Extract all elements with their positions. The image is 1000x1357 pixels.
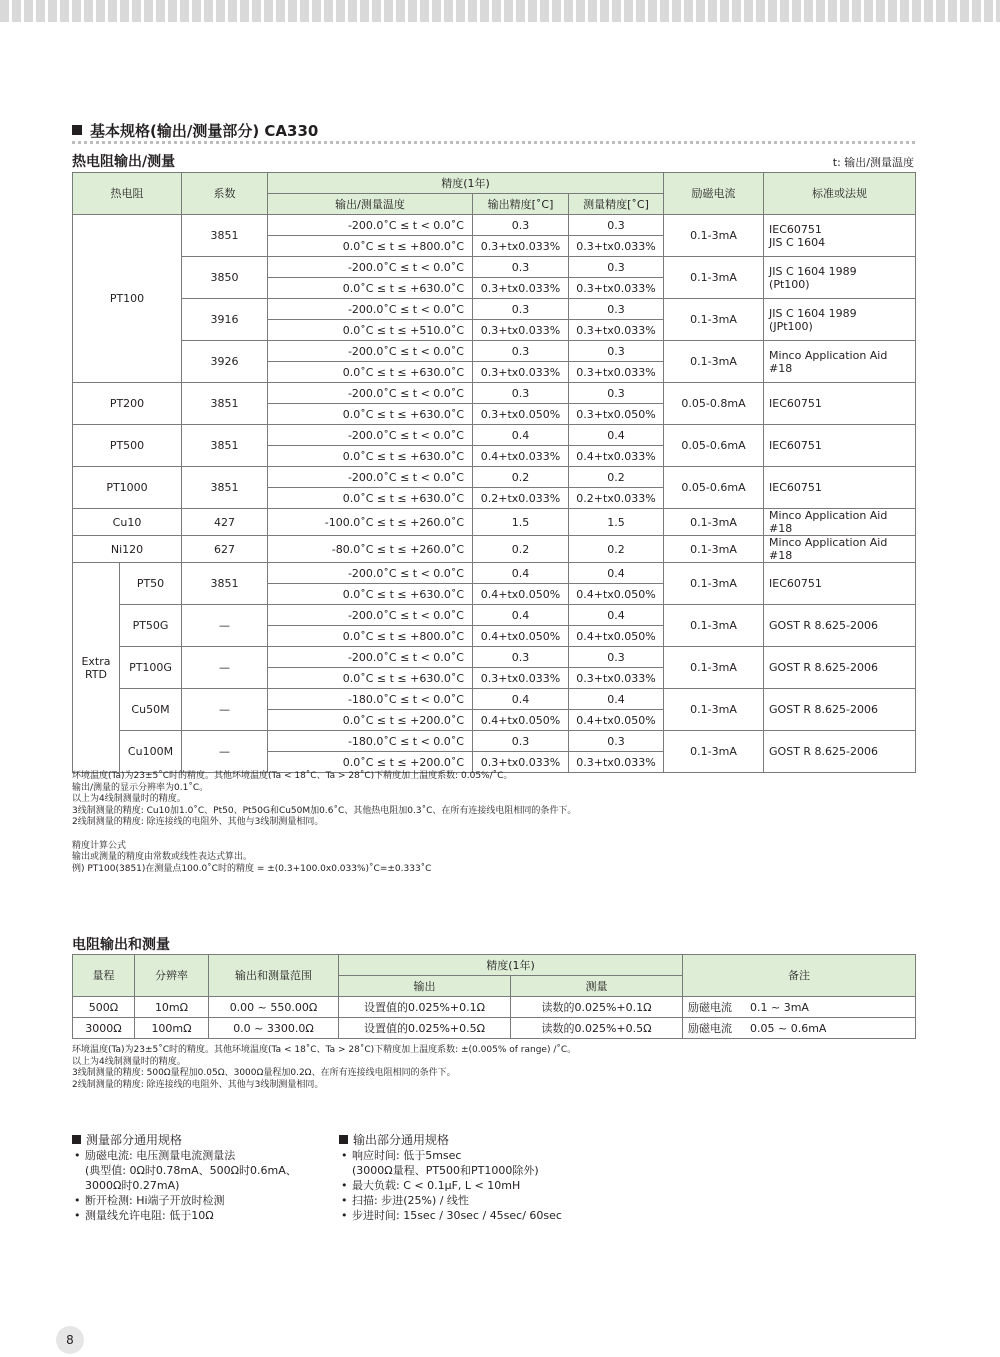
- output-accuracy: 0.3+tx0.033%: [473, 236, 569, 257]
- output-accuracy: 0.3: [473, 257, 569, 278]
- rtd-type: PT50: [120, 563, 182, 605]
- list-item: [72, 1193, 332, 1208]
- standard-line: Minco Application Aid #18: [769, 509, 888, 535]
- list-item-line: • 响应时间: 低于5msec: [352, 1149, 462, 1162]
- res-col-accuracy: 精度(1年): [339, 955, 683, 976]
- measure-accuracy: 0.3: [569, 257, 664, 278]
- coefficient: —: [182, 689, 268, 731]
- list-item-line: (典型值: 0Ω时0.78mA、500Ω时0.6mA、: [85, 1164, 297, 1177]
- res-range: 3000Ω: [73, 1018, 135, 1039]
- note-line: 精度计算公式: [72, 840, 127, 851]
- output-accuracy: 0.3: [473, 341, 569, 362]
- excitation-current: 0.1-3mA: [664, 647, 764, 689]
- output-accuracy: 0.3+tx0.033%: [473, 362, 569, 383]
- rtd-type: PT100: [73, 215, 182, 383]
- excitation-current: 0.1-3mA: [664, 341, 764, 383]
- standard-line: GOST R 8.625-2006: [769, 703, 879, 716]
- coefficient: 627: [182, 536, 268, 563]
- rtd-type: PT1000: [73, 467, 182, 509]
- measure-accuracy: 0.3+tx0.033%: [569, 752, 664, 773]
- temp-range: -200.0˚C ≤ t < 0.0˚C: [268, 257, 473, 278]
- measure-accuracy: 0.3: [569, 341, 664, 362]
- note-line: 环境温度(Ta)为23±5˚C时的精度。其他环境温度(Ta < 18˚C、Ta > 28˚C)下精度加上温度系数: ±(0.005% of range) /˚C。: [72, 1045, 577, 1055]
- temp-range: 0.0˚C ≤ t ≤ +800.0˚C: [268, 236, 473, 257]
- list-item-line: 3000Ω时0.27mA): [85, 1179, 180, 1192]
- res-resolution: 100mΩ: [135, 1018, 209, 1039]
- output-accuracy: 0.3: [473, 383, 569, 404]
- output-accuracy: 0.4+tx0.050%: [473, 584, 569, 605]
- excitation-current: 0.05-0.6mA: [664, 425, 764, 467]
- measure-accuracy: 1.5: [569, 509, 664, 536]
- coefficient: 3851: [182, 215, 268, 257]
- table-row: [73, 647, 916, 668]
- coefficient: 427: [182, 509, 268, 536]
- excitation-current: 0.1-3mA: [664, 536, 764, 563]
- standard: [764, 215, 916, 257]
- output-accuracy: 0.3+tx0.033%: [473, 752, 569, 773]
- coefficient: —: [182, 605, 268, 647]
- rtd-type: Cu50M: [120, 689, 182, 731]
- note-line: 以上为4线制测量时的精度。: [72, 794, 186, 805]
- rtd-type: Cu10: [73, 509, 182, 536]
- output-accuracy: 0.2: [473, 467, 569, 488]
- res-measure-acc: 读数的0.025%+0.1Ω: [511, 997, 683, 1018]
- excitation-current: 0.05-0.8mA: [664, 383, 764, 425]
- res-col-remark: 备注: [683, 955, 916, 997]
- excitation-current: 0.1-3mA: [664, 689, 764, 731]
- measure-accuracy: 0.3: [569, 215, 664, 236]
- measure-accuracy: 0.4+tx0.033%: [569, 446, 664, 467]
- standard-line: IEC60751: [769, 439, 822, 452]
- note-line: 输出/测量的显示分辨率为0.1˚C。: [72, 782, 209, 793]
- standard: [764, 536, 916, 563]
- output-accuracy: 0.4+tx0.050%: [473, 710, 569, 731]
- temp-range: 0.0˚C ≤ t ≤ +200.0˚C: [268, 710, 473, 731]
- section-title-text: 基本规格(输出/测量部分) CA330: [90, 122, 319, 140]
- temp-range: -200.0˚C ≤ t < 0.0˚C: [268, 467, 473, 488]
- list-item-line: • 最大负载: C < 0.1μF, L < 10mH: [352, 1179, 521, 1192]
- res-measure-acc: 读数的0.025%+0.5Ω: [511, 1018, 683, 1039]
- excitation-current: 0.1-3mA: [664, 605, 764, 647]
- measure-accuracy: 0.3+tx0.050%: [569, 404, 664, 425]
- measure-accuracy: 0.3+tx0.033%: [569, 236, 664, 257]
- temp-range: 0.0˚C ≤ t ≤ +630.0˚C: [268, 668, 473, 689]
- res-span: 0.0 ~ 3300.0Ω: [209, 1018, 339, 1039]
- standard: [764, 425, 916, 467]
- list-item-line: • 测量线允许电阻: 低于10Ω: [85, 1209, 214, 1222]
- col-coef: 系数: [182, 173, 268, 215]
- measure-accuracy: 0.4: [569, 425, 664, 446]
- table-row: [73, 1018, 916, 1039]
- standard: [764, 563, 916, 605]
- col-rtd: 热电阻: [73, 173, 182, 215]
- res-col-measure: 测量: [511, 976, 683, 997]
- measure-accuracy: 0.3: [569, 731, 664, 752]
- list-item: [339, 1178, 639, 1193]
- temp-range: 0.0˚C ≤ t ≤ +630.0˚C: [268, 278, 473, 299]
- rtd-type: Ni120: [73, 536, 182, 563]
- extra-rtd-label: Extra RTD: [73, 563, 120, 773]
- page-number: 8: [56, 1326, 84, 1354]
- coefficient: 3850: [182, 257, 268, 299]
- temp-range: -200.0˚C ≤ t < 0.0˚C: [268, 299, 473, 320]
- table-row: [73, 605, 916, 626]
- standard-line: IEC60751: [769, 577, 822, 590]
- standard: [764, 509, 916, 536]
- table-row: [73, 997, 916, 1018]
- list-item-line: • 扫描: 步进(25%) / 线性: [352, 1194, 469, 1207]
- note-line: 环境温度(Ta)为23±5˚C时的精度。其他环境温度(Ta < 18˚C、Ta > 28˚C)下精度加上温度系数: 0.05%/˚C。: [72, 771, 513, 781]
- temp-range: -200.0˚C ≤ t < 0.0˚C: [268, 341, 473, 362]
- remark-value: 0.1 ~ 3mA: [750, 1000, 809, 1014]
- coefficient: 3851: [182, 563, 268, 605]
- output-accuracy: 1.5: [473, 509, 569, 536]
- list-item: [339, 1148, 639, 1178]
- output-accuracy: 0.2+tx0.033%: [473, 488, 569, 509]
- measure-common-title-text: 测量部分通用规格: [86, 1133, 183, 1147]
- standard-line: (Pt100): [769, 277, 810, 291]
- section-title: [72, 120, 318, 141]
- temp-range: 0.0˚C ≤ t ≤ +630.0˚C: [268, 584, 473, 605]
- output-accuracy: 0.2: [473, 536, 569, 563]
- output-accuracy: 0.3+tx0.033%: [473, 278, 569, 299]
- note-line: 3线制测量的精度: 500Ω量程加0.05Ω、3000Ω量程加0.2Ω、在所有连接线电阻相同的条件下。: [72, 1068, 456, 1079]
- table-row: [73, 425, 916, 446]
- output-accuracy: 0.3: [473, 647, 569, 668]
- list-item: [72, 1208, 332, 1223]
- measure-accuracy: 0.3+tx0.033%: [569, 362, 664, 383]
- standard-line: GOST R 8.625-2006: [769, 619, 879, 632]
- standard: [764, 467, 916, 509]
- output-accuracy: 0.4+tx0.050%: [473, 626, 569, 647]
- temp-range: -200.0˚C ≤ t < 0.0˚C: [268, 215, 473, 236]
- square-bullet-icon: [72, 1135, 81, 1144]
- standard-line: JIS C 1604: [769, 235, 826, 249]
- res-col-output: 输出: [339, 976, 511, 997]
- output-common-list: [339, 1148, 639, 1223]
- table-row: [73, 467, 916, 488]
- measure-common-list: [72, 1148, 332, 1223]
- col-meas-acc: 测量精度[˚C]: [569, 194, 664, 215]
- measure-accuracy: 0.2: [569, 536, 664, 563]
- excitation-current: 0.1-3mA: [664, 509, 764, 536]
- square-bullet-icon: [72, 125, 82, 135]
- rtd-spec-table: [72, 172, 916, 773]
- res-span: 0.00 ~ 550.00Ω: [209, 997, 339, 1018]
- res-output-acc: 设置值的0.025%+0.1Ω: [339, 997, 511, 1018]
- measure-accuracy: 0.3: [569, 299, 664, 320]
- standard-line: IEC60751: [769, 481, 822, 494]
- remark-label: 励磁电流: [688, 1021, 732, 1035]
- note-line: 2线制测量的精度: 除连接线的电阻外、其他与3线制测量相同。: [72, 1079, 324, 1090]
- standard-line: GOST R 8.625-2006: [769, 661, 879, 674]
- output-accuracy: 0.3: [473, 215, 569, 236]
- res-title: 电阻输出和测量: [72, 937, 170, 953]
- temp-range: -200.0˚C ≤ t < 0.0˚C: [268, 605, 473, 626]
- excitation-current: 0.1-3mA: [664, 563, 764, 605]
- temp-range: 0.0˚C ≤ t ≤ +630.0˚C: [268, 362, 473, 383]
- excitation-current: 0.1-3mA: [664, 299, 764, 341]
- coefficient: 3851: [182, 425, 268, 467]
- output-common-title: [339, 1131, 449, 1148]
- list-item-line: • 断开检测: Hi端子开放时检测: [85, 1194, 225, 1207]
- standard-line: JIS C 1604 1989: [769, 264, 857, 278]
- list-item: [339, 1208, 639, 1223]
- output-accuracy: 0.3+tx0.033%: [473, 320, 569, 341]
- coefficient: 3926: [182, 341, 268, 383]
- measure-accuracy: 0.2+tx0.033%: [569, 488, 664, 509]
- output-accuracy: 0.4: [473, 689, 569, 710]
- coefficient: 3916: [182, 299, 268, 341]
- output-accuracy: 0.4+tx0.033%: [473, 446, 569, 467]
- temp-range: -100.0˚C ≤ t ≤ +260.0˚C: [268, 509, 473, 536]
- note-line: 3线制测量的精度: Cu10加1.0˚C、Pt50、Pt50G和Cu50M加0.6˚C、其他热电阻加0.3˚C、在所有连接线电阻相同的条件下。: [72, 805, 577, 816]
- note-line: 例) PT100(3851)在测量点100.0˚C时的精度 = ±(0.3+100.0x0.033%)˚C=±0.333˚C: [72, 863, 432, 874]
- list-item-line: • 步进时间: 15sec / 30sec / 45sec/ 60sec: [352, 1209, 562, 1222]
- temp-range: -200.0˚C ≤ t < 0.0˚C: [268, 383, 473, 404]
- temp-range: -180.0˚C ≤ t < 0.0˚C: [268, 689, 473, 710]
- output-accuracy: 0.3: [473, 299, 569, 320]
- measure-common-title: [72, 1131, 182, 1148]
- rtd-type: PT500: [73, 425, 182, 467]
- output-accuracy: 0.3+tx0.050%: [473, 404, 569, 425]
- res-remark: [683, 1018, 916, 1039]
- temp-range: 0.0˚C ≤ t ≤ +630.0˚C: [268, 488, 473, 509]
- table-row: [73, 299, 916, 320]
- res-output-acc: 设置值的0.025%+0.5Ω: [339, 1018, 511, 1039]
- table-row: [73, 563, 916, 584]
- measure-accuracy: 0.4: [569, 605, 664, 626]
- res-col-resolution: 分辨率: [135, 955, 209, 997]
- measure-accuracy: 0.3+tx0.033%: [569, 668, 664, 689]
- table-row: [73, 383, 916, 404]
- measure-accuracy: 0.3+tx0.033%: [569, 320, 664, 341]
- temp-range: 0.0˚C ≤ t ≤ +200.0˚C: [268, 752, 473, 773]
- list-item: [72, 1148, 332, 1193]
- measure-accuracy: 0.4+tx0.050%: [569, 710, 664, 731]
- measure-accuracy: 0.3: [569, 383, 664, 404]
- temp-range: -80.0˚C ≤ t ≤ +260.0˚C: [268, 536, 473, 563]
- temp-range: 0.0˚C ≤ t ≤ +630.0˚C: [268, 404, 473, 425]
- standard: [764, 257, 916, 299]
- coefficient: —: [182, 647, 268, 689]
- coefficient: 3851: [182, 467, 268, 509]
- table-row: [73, 215, 916, 236]
- list-item-line: (3000Ω量程、PT500和PT1000除外): [352, 1164, 539, 1177]
- rtd-title: 热电阻输出/测量: [72, 154, 176, 170]
- col-out-acc: 输出精度[˚C]: [473, 194, 569, 215]
- measure-accuracy: 0.4: [569, 689, 664, 710]
- rtd-notes: [72, 771, 576, 875]
- res-resolution: 10mΩ: [135, 997, 209, 1018]
- standard-line: Minco Application Aid #18: [769, 536, 888, 562]
- col-standard: 标准或法规: [764, 173, 916, 215]
- note-line: 2线制测量的精度: 除连接线的电阻外、其他与3线制测量相同。: [72, 817, 324, 828]
- square-bullet-icon: [339, 1135, 348, 1144]
- temp-range: 0.0˚C ≤ t ≤ +630.0˚C: [268, 446, 473, 467]
- remark-label: 励磁电流: [688, 1000, 732, 1014]
- list-item: [339, 1193, 639, 1208]
- standard: [764, 341, 916, 383]
- table-row: [73, 536, 916, 563]
- standard-line: GOST R 8.625-2006: [769, 745, 879, 758]
- standard: [764, 383, 916, 425]
- standard: [764, 647, 916, 689]
- coefficient: 3851: [182, 383, 268, 425]
- res-col-range: 量程: [73, 955, 135, 997]
- excitation-current: 0.1-3mA: [664, 215, 764, 257]
- list-item-line: • 励磁电流: 电压测量电流测量法: [85, 1149, 236, 1162]
- excitation-current: 0.05-0.6mA: [664, 467, 764, 509]
- table-row: [73, 257, 916, 278]
- table-row: [73, 689, 916, 710]
- output-accuracy: 0.4: [473, 563, 569, 584]
- col-accuracy: 精度(1年): [268, 173, 664, 194]
- measure-accuracy: 0.4+tx0.050%: [569, 626, 664, 647]
- standard-line: JIS C 1604 1989: [769, 306, 857, 320]
- standard: [764, 689, 916, 731]
- note-line: 以上为4线制测量时的精度。: [72, 1056, 186, 1067]
- rtd-type: PT50G: [120, 605, 182, 647]
- col-range: 输出/测量温度: [268, 194, 473, 215]
- coefficient: —: [182, 731, 268, 773]
- output-accuracy: 0.4: [473, 605, 569, 626]
- excitation-current: 0.1-3mA: [664, 731, 764, 773]
- excitation-current: 0.1-3mA: [664, 257, 764, 299]
- rtd-type: Cu100M: [120, 731, 182, 773]
- measure-accuracy: 0.3: [569, 647, 664, 668]
- standard: [764, 605, 916, 647]
- standard-line: Minco Application Aid #18: [769, 348, 888, 375]
- temp-range: 0.0˚C ≤ t ≤ +800.0˚C: [268, 626, 473, 647]
- table-row: [73, 509, 916, 536]
- rtd-type: PT200: [73, 383, 182, 425]
- temp-range: -200.0˚C ≤ t < 0.0˚C: [268, 425, 473, 446]
- temp-range: 0.0˚C ≤ t ≤ +510.0˚C: [268, 320, 473, 341]
- standard-line: IEC60751: [769, 397, 822, 410]
- output-accuracy: 0.4: [473, 425, 569, 446]
- standard-line: (JPt100): [769, 319, 813, 333]
- res-range: 500Ω: [73, 997, 135, 1018]
- remark-value: 0.05 ~ 0.6mA: [750, 1021, 827, 1035]
- temp-range: -200.0˚C ≤ t < 0.0˚C: [268, 563, 473, 584]
- table-row: [73, 731, 916, 752]
- temp-range: -200.0˚C ≤ t < 0.0˚C: [268, 647, 473, 668]
- output-accuracy: 0.3: [473, 731, 569, 752]
- rtd-type: PT100G: [120, 647, 182, 689]
- dotted-divider: [72, 141, 915, 144]
- standard: [764, 299, 916, 341]
- standard: [764, 731, 916, 773]
- standard-line: IEC60751: [769, 222, 822, 236]
- output-accuracy: 0.3+tx0.033%: [473, 668, 569, 689]
- output-common-title-text: 输出部分通用规格: [353, 1133, 450, 1147]
- measure-accuracy: 0.4: [569, 563, 664, 584]
- rtd-note: t: 输出/测量温度: [832, 156, 914, 169]
- note-line: 输出或测量的精度由常数或线性表达式算出。: [72, 852, 253, 863]
- table-row: [73, 341, 916, 362]
- measure-accuracy: 0.2: [569, 467, 664, 488]
- res-notes: [72, 1045, 576, 1091]
- temp-range: -180.0˚C ≤ t < 0.0˚C: [268, 731, 473, 752]
- res-col-span: 输出和测量范围: [209, 955, 339, 997]
- note-line: [72, 829, 576, 841]
- measure-accuracy: 0.4+tx0.050%: [569, 584, 664, 605]
- col-excitation: 励磁电流: [664, 173, 764, 215]
- header-stripe: [0, 0, 1000, 22]
- measure-accuracy: 0.3+tx0.033%: [569, 278, 664, 299]
- res-remark: [683, 997, 916, 1018]
- res-spec-table: [72, 954, 916, 1039]
